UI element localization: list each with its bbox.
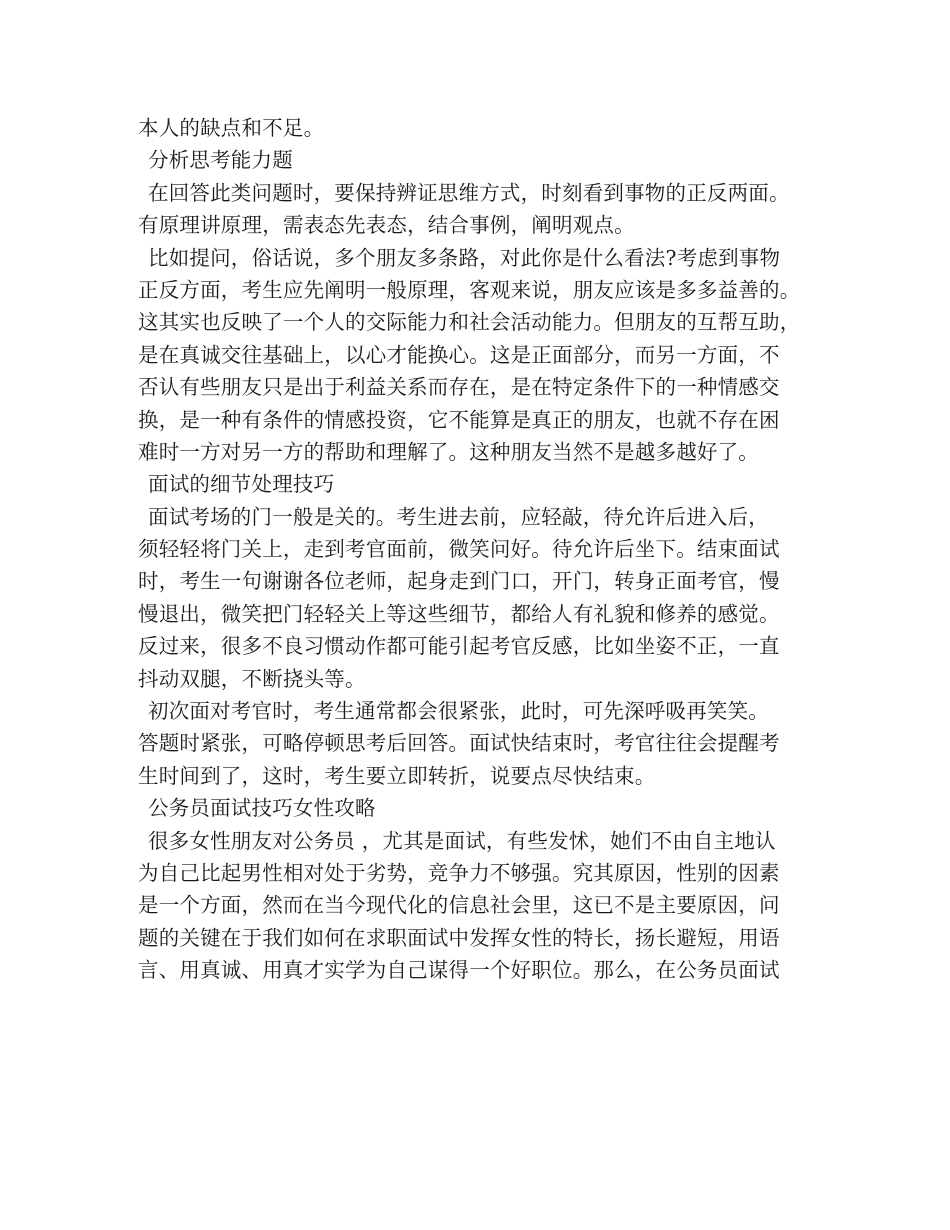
text-line: 有原理讲原理，需表态先表态，结合事例，阐明观点。 [138,213,635,238]
text-line: 时，考生一句谢谢各位老师，起身走到门口，开门，转身正面考官，慢 [138,569,780,594]
text-line: 面试考场的门一般是关的。考生进去前，应轻敲，待允许后进入后， [148,504,769,529]
text-line: 慢退出，微笑把门轻轻关上等这些细节，都给人有礼貌和修养的感觉。 [138,601,780,626]
text-line: 在回答此类问题时，要保持辨证思维方式，时刻看到事物的正反两面。 [148,180,790,205]
text-line: 正反方面，考生应先阐明一般原理，客观来说，朋友应该是多多益善的。 [138,277,801,302]
text-line: 生时间到了，这时，考生要立即转折，说要点尽快结束。 [138,763,656,788]
text-line: 很多女性朋友对公务员 ，尤其是面试，有些发怵，她们不由自主地认 [148,828,776,853]
text-line: 是一个方面，然而在当今现代化的信息社会里，这已不是主要原因，问 [138,893,780,918]
text-line: 本人的缺点和不足。 [138,116,325,140]
text-line: 否认有些朋友只是出于利益关系而存在，是在特定条件下的一种情感交 [138,375,780,400]
text-line: 是在真诚交往基础上，以心才能换心。这是正面部分，而另一方面，不 [138,342,780,367]
section-heading: 面试的细节处理技巧 [148,472,335,497]
text-line: 初次面对考官时，考生通常都会很紧张，此时，可先深呼吸再笑笑。 [148,699,769,724]
text-line: 比如提问，俗话说，多个朋友多条路，对此你是什么看法?考虑到事物 [148,245,781,270]
section-heading: 公务员面试技巧女性攻略 [148,796,376,821]
text-line: 题的关键在于我们如何在求职面试中发挥女性的特长，扬长避短，用语 [138,925,780,950]
text-line: 难时一方对另一方的帮助和理解了。这种朋友当然不是越多越好了。 [138,439,759,464]
text-line: 为自己比起男性相对处于劣势，竞争力不够强。究其原因，性别的因素 [138,860,780,885]
text-line: 换，是一种有条件的情感投资，它不能算是真正的朋友，也就不存在困 [138,407,780,432]
text-line: 反过来，很多不良习惯动作都可能引起考官反感，比如坐姿不正，一直 [138,634,780,659]
document-body [138,112,828,987]
text-line: 答题时紧张，可略停顿思考后回答。面试快结束时，考官往往会提醒考 [138,731,780,756]
text-line: 须轻轻将门关上，走到考官面前，微笑问好。待允许后坐下。结束面试 [138,537,780,562]
section-heading: 分析思考能力题 [148,148,293,173]
text-line: 这其实也反映了一个人的交际能力和社会活动能力。但朋友的互帮互助， [138,310,801,335]
text-line: 抖动双腿，不断挠头等。 [138,666,366,691]
text-line: 言、用真诚、用真才实学为自己谋得一个好职位。那么，在公务员面试 [138,958,780,983]
